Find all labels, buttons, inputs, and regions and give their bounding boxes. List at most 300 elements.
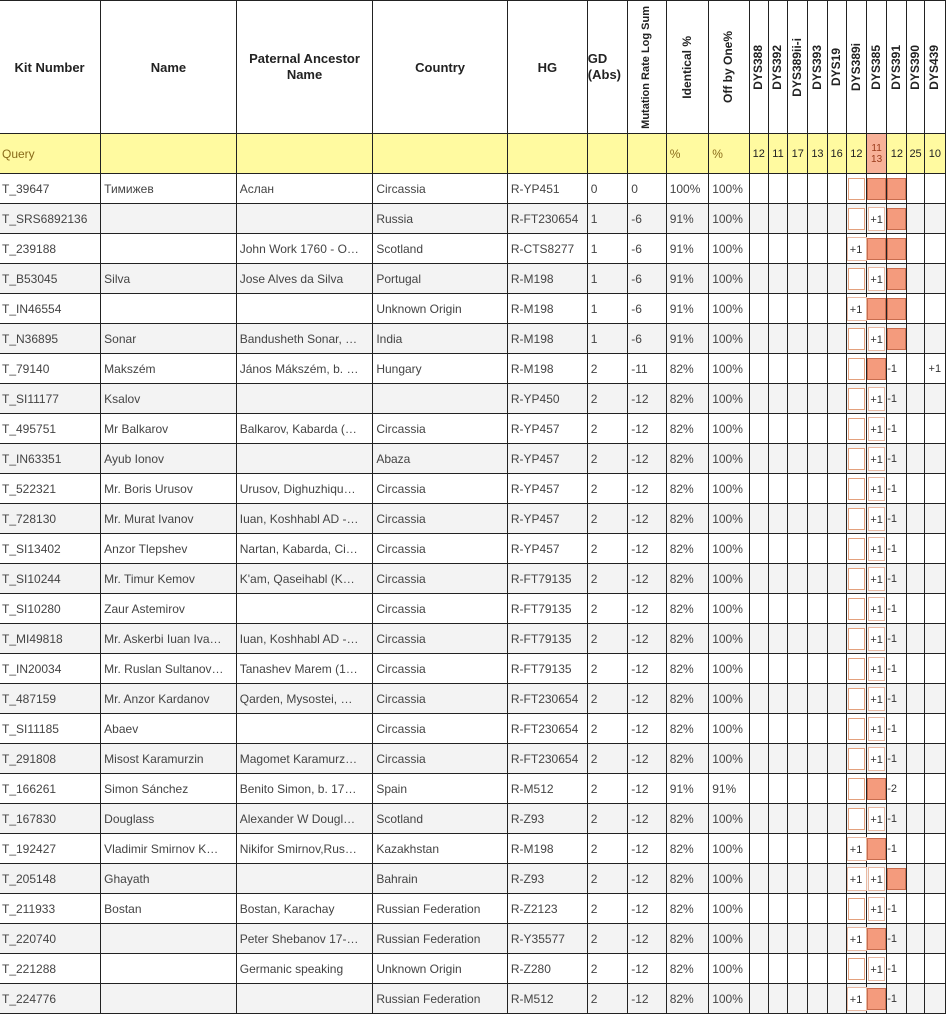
marker-diff-cell xyxy=(907,624,924,654)
column-header-label: DYS439 xyxy=(927,44,942,90)
name-cell: Anzor Tlepshev xyxy=(101,534,237,564)
marker-diff-cell xyxy=(924,294,945,324)
outline-marker xyxy=(848,268,865,290)
kit-number-cell: T_IN63351 xyxy=(0,444,101,474)
identical-cell: 100% xyxy=(666,174,708,204)
country-cell: Hungary xyxy=(373,354,508,384)
column-header[interactable] xyxy=(709,1,749,134)
query-marker-value: 12 xyxy=(749,134,768,174)
column-header-label: Off by One% xyxy=(721,30,736,103)
off-by-one-cell: 100% xyxy=(709,564,749,594)
name-cell: Mr. Ruslan Sultanov… xyxy=(101,654,237,684)
marker-match-cell xyxy=(808,594,827,624)
marker-match-cell xyxy=(749,204,768,234)
identical-cell: 82% xyxy=(666,624,708,654)
identical-cell: 82% xyxy=(666,504,708,534)
marker-match-cell xyxy=(768,564,787,594)
ancestor-cell xyxy=(236,864,373,894)
marker-diff-cell xyxy=(867,414,887,444)
marker-match-cell xyxy=(827,864,846,894)
marker-diff-cell xyxy=(867,924,887,954)
country-cell: Unknown Origin xyxy=(373,294,508,324)
marker-diff-cell xyxy=(924,954,945,984)
marker-match-cell xyxy=(768,264,787,294)
column-header[interactable] xyxy=(924,1,945,134)
table-row[interactable] xyxy=(0,654,946,684)
mutation-rate-cell: -12 xyxy=(628,744,666,774)
highlight-marker xyxy=(867,298,886,320)
marker-match-cell xyxy=(749,894,768,924)
gd-cell: 1 xyxy=(587,294,627,324)
column-header[interactable] xyxy=(749,1,768,134)
marker-match-cell xyxy=(788,324,808,354)
kit-number-cell: T_522321 xyxy=(0,474,101,504)
country-cell: Circassia xyxy=(373,174,508,204)
highlight-marker xyxy=(887,868,906,890)
haplogroup-cell: R-YP450 xyxy=(507,384,587,414)
marker-diff-cell xyxy=(887,864,907,894)
country-cell: India xyxy=(373,324,508,354)
marker-match-cell xyxy=(768,414,787,444)
marker-diff-cell xyxy=(887,234,907,264)
kit-number-cell: T_192427 xyxy=(0,834,101,864)
query-off-by-one: % xyxy=(709,134,749,174)
table-row[interactable] xyxy=(0,924,946,954)
marker-diff-cell xyxy=(924,444,945,474)
marker-match-cell xyxy=(788,774,808,804)
ancestor-cell: Germanic speaking xyxy=(236,954,373,984)
table-row[interactable] xyxy=(0,474,946,504)
marker-diff-cell xyxy=(846,264,866,294)
country-cell: Bahrain xyxy=(373,864,508,894)
marker-diff-value: +1 xyxy=(868,687,885,711)
highlight-marker xyxy=(887,178,906,200)
table-row[interactable] xyxy=(0,864,946,894)
column-header[interactable] xyxy=(768,1,787,134)
marker-diff-cell xyxy=(907,774,924,804)
mutation-rate-cell: -12 xyxy=(628,654,666,684)
marker-match-cell xyxy=(768,834,787,864)
mutation-rate-cell: -12 xyxy=(628,594,666,624)
off-by-one-cell: 91% xyxy=(709,774,749,804)
name-cell: Silva xyxy=(101,264,237,294)
ancestor-cell: Alexander W Dougl… xyxy=(236,804,373,834)
marker-diff-cell xyxy=(867,954,887,984)
marker-diff-cell xyxy=(907,744,924,774)
query-marker-value: 11 xyxy=(768,134,787,174)
gd-cell: 2 xyxy=(587,744,627,774)
marker-match-cell xyxy=(827,384,846,414)
marker-diff-cell xyxy=(924,264,945,294)
mutation-rate-cell: -12 xyxy=(628,774,666,804)
marker-diff-value: +1 xyxy=(847,987,867,1011)
mutation-rate-cell: -12 xyxy=(628,414,666,444)
identical-cell: 82% xyxy=(666,744,708,774)
haplogroup-cell: R-Z2123 xyxy=(507,894,587,924)
haplogroup-cell: R-FT79135 xyxy=(507,594,587,624)
identical-cell: 91% xyxy=(666,774,708,804)
marker-diff-cell xyxy=(924,174,945,204)
marker-match-cell xyxy=(827,474,846,504)
marker-diff-cell xyxy=(867,504,887,534)
marker-diff-cell xyxy=(907,384,924,414)
column-header-label: DYS392 xyxy=(770,44,785,90)
name-cell: Ayub Ionov xyxy=(101,444,237,474)
marker-match-cell xyxy=(768,204,787,234)
column-header[interactable] xyxy=(846,1,866,134)
highlight-marker xyxy=(867,358,886,380)
marker-match-cell xyxy=(808,294,827,324)
marker-diff-cell xyxy=(846,444,866,474)
gd-cell: 2 xyxy=(587,714,627,744)
country-cell: Circassia xyxy=(373,684,508,714)
outline-marker xyxy=(848,718,865,740)
gd-cell: 2 xyxy=(587,864,627,894)
kit-number-cell: T_167830 xyxy=(0,804,101,834)
table-row[interactable] xyxy=(0,504,946,534)
mutation-rate-cell: -12 xyxy=(628,924,666,954)
column-header[interactable] xyxy=(666,1,708,134)
mutation-rate-cell: -12 xyxy=(628,474,666,504)
table-row[interactable] xyxy=(0,534,946,564)
identical-cell: 91% xyxy=(666,294,708,324)
marker-diff-cell xyxy=(846,684,866,714)
marker-match-cell xyxy=(768,354,787,384)
table-row[interactable] xyxy=(0,894,946,924)
marker-diff-value: +1 xyxy=(868,387,885,411)
marker-match-cell xyxy=(808,564,827,594)
haplogroup-cell: R-FT79135 xyxy=(507,654,587,684)
column-header[interactable] xyxy=(887,1,907,134)
marker-diff-cell xyxy=(924,624,945,654)
marker-diff-cell xyxy=(907,474,924,504)
marker-match-cell xyxy=(788,924,808,954)
outline-marker xyxy=(848,448,865,470)
mutation-rate-cell: -6 xyxy=(628,234,666,264)
marker-match-cell xyxy=(808,414,827,444)
empty-cell xyxy=(101,134,237,174)
country-cell: Russian Federation xyxy=(373,984,508,1014)
identical-cell: 82% xyxy=(666,894,708,924)
marker-diff-value: +1 xyxy=(868,717,885,741)
marker-match-cell xyxy=(768,294,787,324)
identical-cell: 82% xyxy=(666,474,708,504)
kit-number-cell: T_205148 xyxy=(0,864,101,894)
haplogroup-cell: R-FT79135 xyxy=(507,624,587,654)
marker-match-cell xyxy=(808,654,827,684)
marker-diff-cell xyxy=(924,594,945,624)
country-cell: Circassia xyxy=(373,654,508,684)
marker-diff-cell: -1 xyxy=(887,684,907,714)
column-header[interactable]: GD (Abs) xyxy=(587,1,627,134)
marker-diff-cell xyxy=(867,684,887,714)
table-row[interactable] xyxy=(0,684,946,714)
country-cell: Circassia xyxy=(373,414,508,444)
marker-match-cell xyxy=(808,204,827,234)
name-cell: Bostan xyxy=(101,894,237,924)
marker-diff-cell xyxy=(846,534,866,564)
marker-match-cell xyxy=(749,954,768,984)
column-header[interactable] xyxy=(788,1,808,134)
column-header[interactable] xyxy=(628,1,666,134)
marker-match-cell xyxy=(788,594,808,624)
table-row[interactable] xyxy=(0,174,946,204)
marker-diff-cell xyxy=(887,264,907,294)
marker-diff-cell xyxy=(846,324,866,354)
name-cell: Mr. Askerbi Iuan Iva… xyxy=(101,624,237,654)
marker-match-cell xyxy=(768,474,787,504)
marker-diff-cell: -1 xyxy=(887,594,907,624)
off-by-one-cell: 100% xyxy=(709,684,749,714)
marker-diff-cell xyxy=(907,204,924,234)
column-header-label: DYS390 xyxy=(908,44,923,90)
ancestor-cell: Tanashev Marem (1… xyxy=(236,654,373,684)
marker-diff-cell xyxy=(846,234,866,264)
off-by-one-cell: 100% xyxy=(709,804,749,834)
marker-match-cell xyxy=(788,564,808,594)
identical-cell: 82% xyxy=(666,834,708,864)
marker-match-cell xyxy=(749,504,768,534)
marker-diff-cell xyxy=(907,234,924,264)
marker-diff-cell xyxy=(924,894,945,924)
table-row[interactable] xyxy=(0,834,946,864)
marker-diff-cell xyxy=(924,924,945,954)
query-marker-value: 12 xyxy=(846,134,866,174)
marker-diff-cell: -1 xyxy=(887,714,907,744)
kit-number-cell: T_39647 xyxy=(0,174,101,204)
ancestor-cell: Nikifor Smirnov,Rus… xyxy=(236,834,373,864)
marker-diff-cell xyxy=(846,954,866,984)
name-cell: Simon Sánchez xyxy=(101,774,237,804)
marker-match-cell xyxy=(827,774,846,804)
marker-match-cell xyxy=(788,384,808,414)
table-row[interactable] xyxy=(0,264,946,294)
table-row[interactable] xyxy=(0,294,946,324)
table-row[interactable] xyxy=(0,984,946,1014)
identical-cell: 82% xyxy=(666,564,708,594)
marker-diff-cell xyxy=(846,474,866,504)
marker-match-cell xyxy=(768,444,787,474)
table-row[interactable] xyxy=(0,324,946,354)
kit-number-cell: T_291808 xyxy=(0,744,101,774)
off-by-one-cell: 100% xyxy=(709,264,749,294)
table-row[interactable] xyxy=(0,774,946,804)
marker-diff-cell xyxy=(907,354,924,384)
marker-diff-cell xyxy=(907,294,924,324)
marker-diff-cell xyxy=(907,504,924,534)
marker-diff-cell xyxy=(867,744,887,774)
marker-diff-value: +1 xyxy=(847,237,867,261)
mutation-rate-cell: -6 xyxy=(628,204,666,234)
marker-diff-cell xyxy=(846,894,866,924)
marker-match-cell xyxy=(749,804,768,834)
marker-match-cell xyxy=(768,714,787,744)
marker-match-cell xyxy=(749,474,768,504)
table-row[interactable] xyxy=(0,594,946,624)
country-cell: Abaza xyxy=(373,444,508,474)
marker-diff-cell xyxy=(907,834,924,864)
highlight-marker xyxy=(887,298,906,320)
country-cell: Circassia xyxy=(373,744,508,774)
haplogroup-cell: R-YP457 xyxy=(507,474,587,504)
marker-match-cell xyxy=(808,684,827,714)
column-header[interactable]: Name xyxy=(101,1,237,134)
name-cell: Mr. Timur Kemov xyxy=(101,564,237,594)
marker-diff-cell xyxy=(846,414,866,444)
ancestor-cell: Iuan, Koshhabl AD -… xyxy=(236,624,373,654)
kit-number-cell: T_SRS6892136 xyxy=(0,204,101,234)
column-header[interactable]: Paternal Ancestor Name xyxy=(236,1,373,134)
column-header[interactable] xyxy=(827,1,846,134)
marker-match-cell xyxy=(808,774,827,804)
marker-match-cell xyxy=(788,714,808,744)
outline-marker xyxy=(848,178,865,200)
country-cell: Circassia xyxy=(373,624,508,654)
marker-match-cell xyxy=(808,804,827,834)
table-row[interactable] xyxy=(0,204,946,234)
marker-match-cell xyxy=(808,954,827,984)
mutation-rate-cell: -6 xyxy=(628,324,666,354)
marker-diff-cell xyxy=(867,444,887,474)
name-cell: Mr. Boris Urusov xyxy=(101,474,237,504)
marker-match-cell xyxy=(788,414,808,444)
marker-match-cell xyxy=(808,864,827,894)
ancestor-cell: Аслан xyxy=(236,174,373,204)
empty-cell xyxy=(507,134,587,174)
column-header[interactable] xyxy=(808,1,827,134)
kit-number-cell: T_IN20034 xyxy=(0,654,101,684)
marker-diff-value: +1 xyxy=(868,807,885,831)
outline-marker xyxy=(848,568,865,590)
gd-cell: 0 xyxy=(587,174,627,204)
ancestor-cell xyxy=(236,384,373,414)
marker-match-cell xyxy=(827,924,846,954)
marker-diff-cell xyxy=(867,264,887,294)
marker-diff-cell xyxy=(867,864,887,894)
table-row[interactable] xyxy=(0,384,946,414)
haplogroup-cell: R-M198 xyxy=(507,354,587,384)
marker-diff-value: +1 xyxy=(868,957,885,981)
gd-cell: 1 xyxy=(587,204,627,234)
ancestor-cell: János Mákszém, b. … xyxy=(236,354,373,384)
marker-diff-cell xyxy=(924,804,945,834)
gd-cell: 1 xyxy=(587,264,627,294)
marker-match-cell xyxy=(768,654,787,684)
column-header[interactable] xyxy=(867,1,887,134)
marker-diff-cell xyxy=(924,384,945,414)
marker-match-cell xyxy=(808,744,827,774)
marker-diff-cell xyxy=(867,534,887,564)
marker-match-cell xyxy=(788,684,808,714)
column-header[interactable] xyxy=(907,1,924,134)
table-row[interactable] xyxy=(0,354,946,384)
marker-match-cell xyxy=(808,384,827,414)
marker-match-cell xyxy=(808,924,827,954)
marker-match-cell xyxy=(827,954,846,984)
table-row[interactable] xyxy=(0,714,946,744)
column-header-label: DYS385 xyxy=(869,44,884,90)
marker-match-cell xyxy=(749,414,768,444)
marker-diff-cell: -1 xyxy=(887,384,907,414)
marker-match-cell xyxy=(749,534,768,564)
gd-cell: 2 xyxy=(587,474,627,504)
gd-cell: 1 xyxy=(587,324,627,354)
marker-diff-cell xyxy=(924,714,945,744)
gd-cell: 2 xyxy=(587,654,627,684)
off-by-one-cell: 100% xyxy=(709,594,749,624)
marker-match-cell xyxy=(827,654,846,684)
query-label: Query xyxy=(0,134,101,174)
table-row[interactable] xyxy=(0,564,946,594)
column-header[interactable]: Country xyxy=(373,1,508,134)
marker-diff-cell xyxy=(846,594,866,624)
table-row[interactable] xyxy=(0,804,946,834)
query-marker-value: 16 xyxy=(827,134,846,174)
country-cell: Russia xyxy=(373,204,508,234)
haplogroup-cell: R-CTS8277 xyxy=(507,234,587,264)
table-row[interactable] xyxy=(0,414,946,444)
marker-match-cell xyxy=(788,834,808,864)
off-by-one-cell: 100% xyxy=(709,864,749,894)
mutation-rate-cell: -12 xyxy=(628,624,666,654)
marker-diff-cell xyxy=(907,594,924,624)
outline-marker xyxy=(848,628,865,650)
marker-match-cell xyxy=(749,234,768,264)
ancestor-cell: Urusov, Dighuzhiqu… xyxy=(236,474,373,504)
country-cell: Circassia xyxy=(373,504,508,534)
query-identical: % xyxy=(666,134,708,174)
table-row[interactable] xyxy=(0,234,946,264)
marker-match-cell xyxy=(768,804,787,834)
table-body xyxy=(0,134,946,1014)
marker-match-cell xyxy=(827,834,846,864)
ancestor-cell: Nartan, Kabarda, Ci… xyxy=(236,534,373,564)
gd-cell: 2 xyxy=(587,384,627,414)
country-cell: Circassia xyxy=(373,564,508,594)
name-cell: Makszém xyxy=(101,354,237,384)
empty-cell xyxy=(628,134,666,174)
marker-diff-cell xyxy=(846,774,866,804)
outline-marker xyxy=(848,658,865,680)
marker-diff-value: +1 xyxy=(868,537,885,561)
marker-diff-cell xyxy=(867,234,887,264)
marker-match-cell xyxy=(827,294,846,324)
name-cell: Mr Balkarov xyxy=(101,414,237,444)
table-row[interactable] xyxy=(0,744,946,774)
highlight-marker xyxy=(887,208,906,230)
column-header[interactable]: Kit Number xyxy=(0,1,101,134)
marker-diff-value: +1 xyxy=(868,507,885,531)
column-header[interactable]: HG xyxy=(507,1,587,134)
outline-marker xyxy=(848,538,865,560)
haplogroup-cell: R-Z93 xyxy=(507,804,587,834)
country-cell: Circassia xyxy=(373,534,508,564)
marker-match-cell xyxy=(768,924,787,954)
marker-diff-cell xyxy=(907,894,924,924)
name-cell: Mr. Anzor Kardanov xyxy=(101,684,237,714)
marker-match-cell xyxy=(749,744,768,774)
table-row[interactable] xyxy=(0,954,946,984)
marker-match-cell xyxy=(768,954,787,984)
marker-diff-cell xyxy=(907,444,924,474)
marker-diff-cell xyxy=(846,354,866,384)
table-row[interactable] xyxy=(0,624,946,654)
marker-diff-cell xyxy=(846,384,866,414)
marker-diff-cell xyxy=(867,774,887,804)
marker-match-cell xyxy=(749,594,768,624)
marker-diff-cell xyxy=(907,324,924,354)
table-row[interactable] xyxy=(0,444,946,474)
